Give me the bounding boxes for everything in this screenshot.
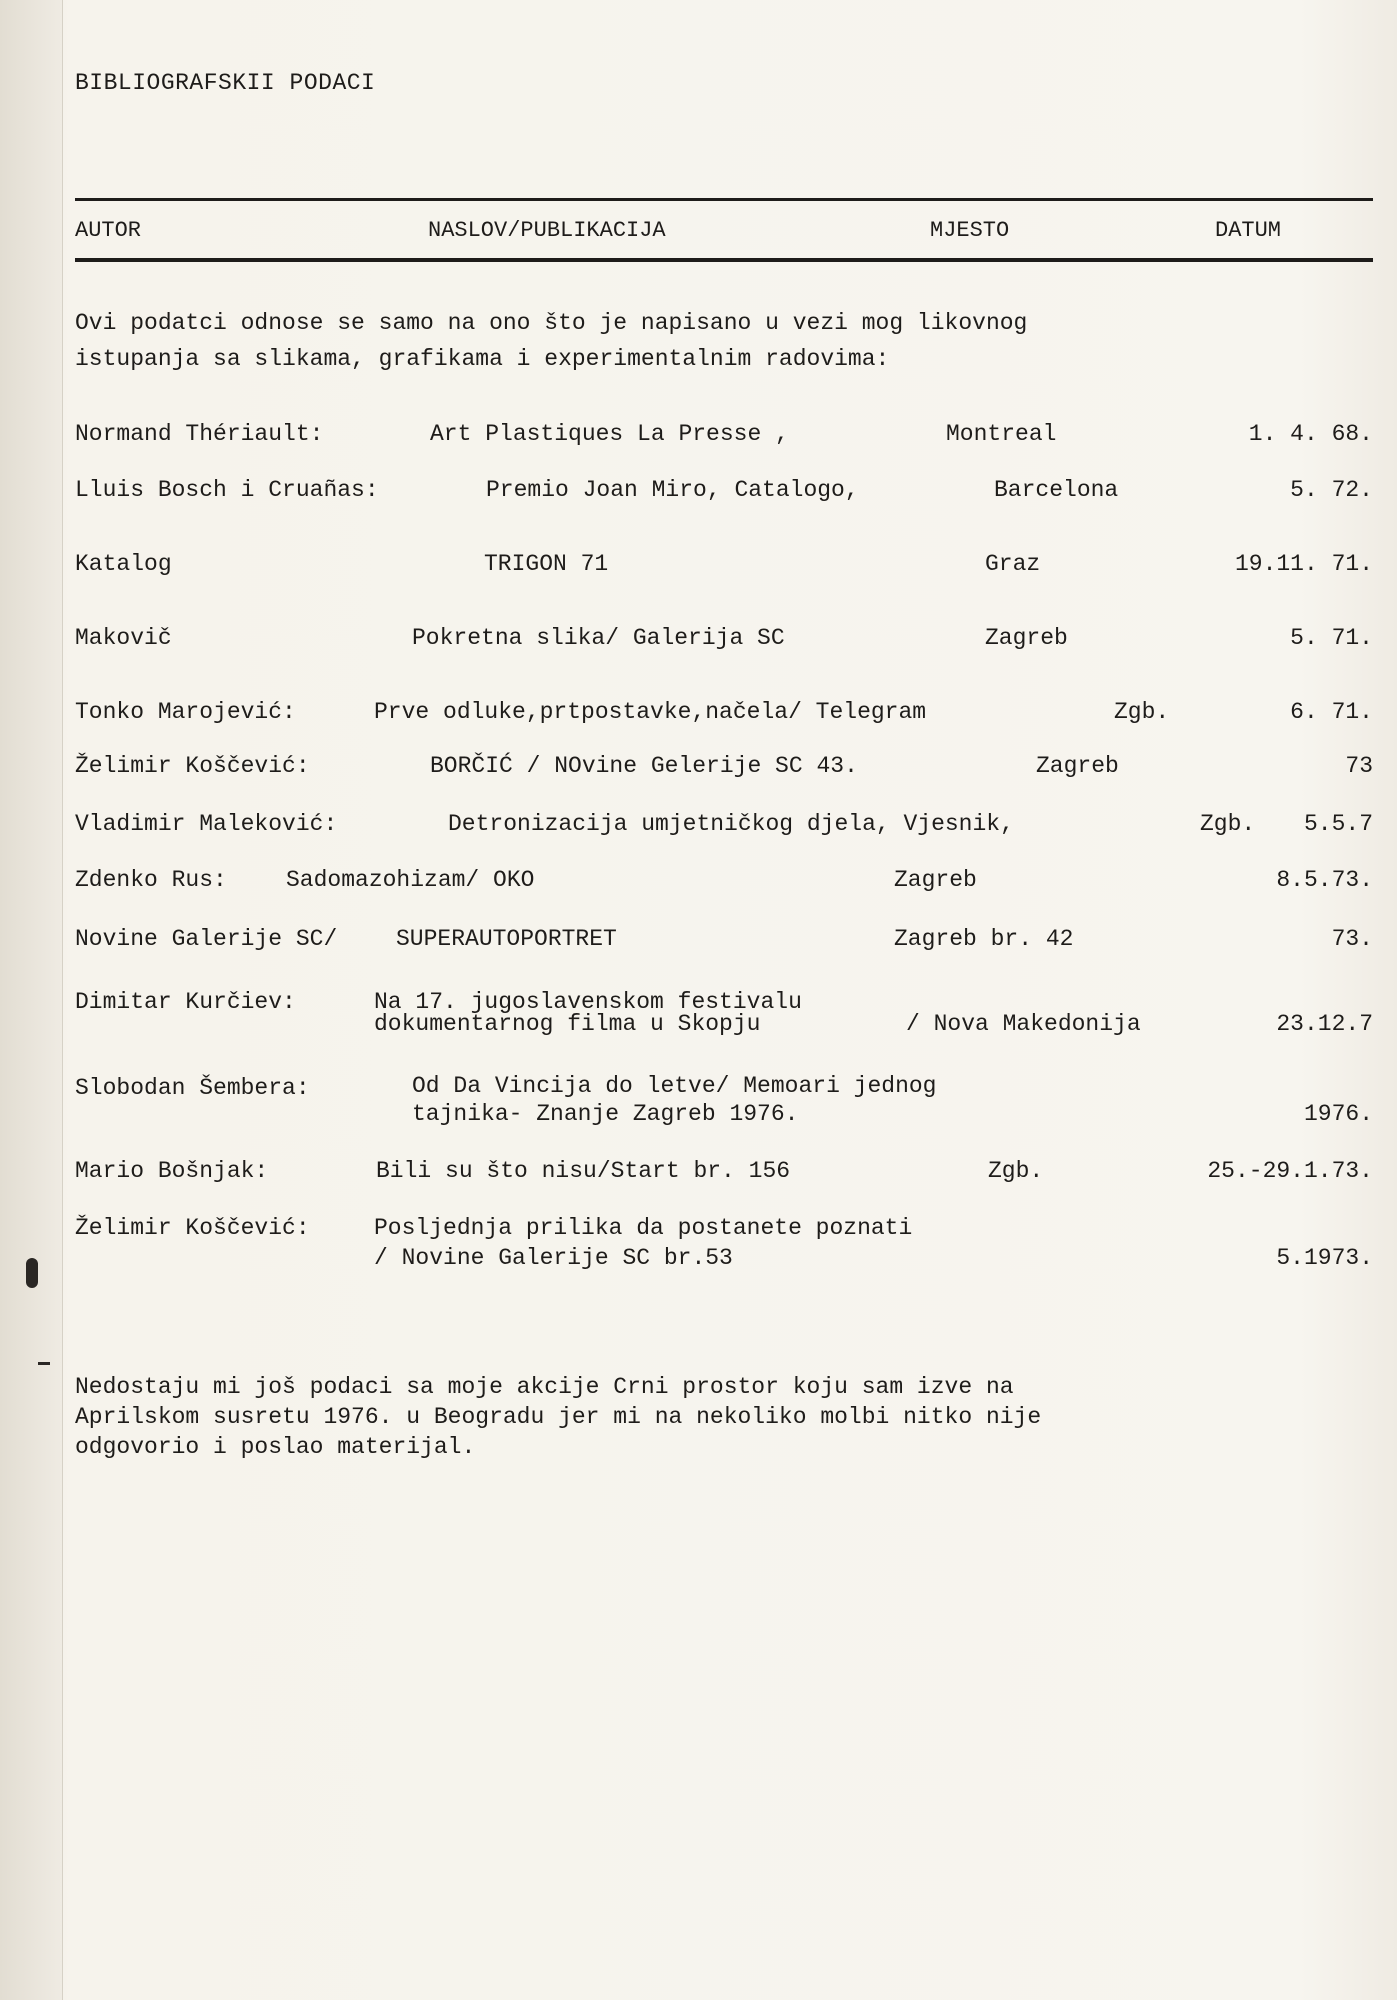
- entry-naslov: Prve odluke,prtpostavke,načela/ Telegram: [374, 699, 927, 725]
- entry-mjesto: / Nova Makedonija: [906, 1011, 1141, 1037]
- entry-datum: 6. 71.: [1290, 699, 1373, 725]
- entry-autor: Vladimir Maleković:: [75, 811, 338, 837]
- entry-naslov-continued: dokumentarnog filma u Skopju: [374, 1011, 761, 1037]
- footer-paragraph: [75, 1372, 1041, 1462]
- entry-naslov: Sadomazohizam/ OKO: [286, 867, 535, 893]
- footer-line: odgovorio i poslao materijal.: [75, 1434, 476, 1460]
- entry-autor: Dimitar Kurčiev:: [75, 989, 296, 1015]
- entry-naslov: SUPERAUTOPORTRET: [396, 926, 617, 952]
- entry-naslov: Premio Joan Miro, Catalogo,: [486, 477, 859, 503]
- entry-autor: Makovič: [75, 625, 172, 651]
- column-header-autor: AUTOR: [75, 218, 142, 243]
- entry-naslov: Na 17. jugoslavenskom festivalu: [374, 989, 802, 1015]
- entry-autor: Zdenko Rus:: [75, 867, 227, 893]
- entry-datum: 5.5.7: [1303, 811, 1373, 837]
- entry-mjesto: Zgb.: [1200, 811, 1256, 837]
- binding-margin: [0, 0, 63, 2000]
- intro-line: Ovi podatci odnose se samo na ono što je napisano u vezi mog likovnog: [75, 310, 1028, 336]
- entry-datum: 8.5.73.: [1276, 867, 1373, 893]
- entry-datum: 1976.: [1303, 1101, 1373, 1127]
- entry-naslov: TRIGON 71: [484, 551, 609, 577]
- entry-naslov: Pokretna slika/ Galerija SC: [412, 625, 785, 651]
- entry-mjesto: Barcelona: [994, 477, 1119, 503]
- entry-naslov: BORČIĆ / NOvine Gelerije SC 43.: [430, 753, 858, 779]
- entry-datum: 73: [1345, 753, 1373, 779]
- intro-paragraph: [75, 305, 1027, 377]
- footer-line: Aprilskom susretu 1976. u Beogradu jer mi na nekoliko molbi nitko nije: [75, 1404, 1042, 1430]
- page-title: BIBLIOGRAFSKII PODACI: [75, 70, 376, 96]
- column-header-naslov: NASLOV/PUBLIKACIJA: [428, 218, 666, 243]
- column-header-datum: DATUM: [1215, 218, 1282, 243]
- entry-naslov-continued: tajnika- Znanje Zagreb 1976.: [412, 1101, 799, 1127]
- entry-naslov: Od Da Vincija do letve/ Memoari jednog: [412, 1073, 937, 1099]
- entry-mjesto: Zagreb: [1036, 753, 1119, 779]
- entry-datum: 73.: [1331, 926, 1373, 952]
- entry-datum: 5. 72.: [1290, 477, 1373, 503]
- entry-autor: Slobodan Šembera:: [75, 1075, 310, 1101]
- entry-mjesto: Zgb.: [988, 1158, 1044, 1184]
- margin-mark: [38, 1362, 50, 1365]
- column-header-mjesto: MJESTO: [930, 218, 1010, 243]
- entry-autor: Tonko Marojević:: [75, 699, 296, 725]
- header-rule-top: [75, 198, 1373, 201]
- intro-line: istupanja sa slikama, grafikama i experimentalnim radovima:: [75, 346, 890, 372]
- entry-naslov: Posljednja prilika da postanete poznati: [374, 1215, 913, 1241]
- entry-autor: Katalog: [75, 551, 172, 577]
- entry-mjesto: Graz: [985, 551, 1041, 577]
- entry-datum: 5.1973.: [1276, 1245, 1373, 1271]
- entry-datum: 1. 4. 68.: [1248, 421, 1373, 447]
- entry-datum: 25.-29.1.73.: [1207, 1158, 1373, 1184]
- entry-autor: Novine Galerije SC/: [75, 926, 338, 952]
- entry-naslov-continued: / Novine Galerije SC br.53: [374, 1245, 733, 1271]
- entry-naslov: Art Plastiques La Presse ,: [430, 421, 789, 447]
- entry-mjesto: Zagreb: [894, 867, 977, 893]
- footer-line: Nedostaju mi još podaci sa moje akcije Crni prostor koju sam izve na: [75, 1374, 1014, 1400]
- entry-mjesto: Zagreb br. 42: [894, 926, 1074, 952]
- entry-mjesto: Zgb.: [1114, 699, 1170, 725]
- entry-autor: Mario Bošnjak:: [75, 1158, 269, 1184]
- entry-datum: 23.12.7: [1276, 1011, 1373, 1037]
- binder-hole: [26, 1258, 38, 1288]
- entry-autor: Želimir Koščević:: [75, 1215, 310, 1241]
- entry-mjesto: Montreal: [946, 421, 1057, 447]
- entry-naslov: Bili su što nisu/Start br. 156: [376, 1158, 791, 1184]
- entry-autor: Normand Thériault:: [75, 421, 324, 447]
- entry-mjesto: Zagreb: [985, 625, 1068, 651]
- entry-datum: 5. 71.: [1290, 625, 1373, 651]
- entry-datum: 19.11. 71.: [1234, 551, 1373, 577]
- entry-autor: Lluis Bosch i Cruañas:: [75, 477, 379, 503]
- entry-autor: Želimir Koščević:: [75, 753, 310, 779]
- entry-naslov: Detronizacija umjetničkog djela, Vjesnik,: [448, 811, 1014, 837]
- header-rule-bottom: [75, 258, 1373, 262]
